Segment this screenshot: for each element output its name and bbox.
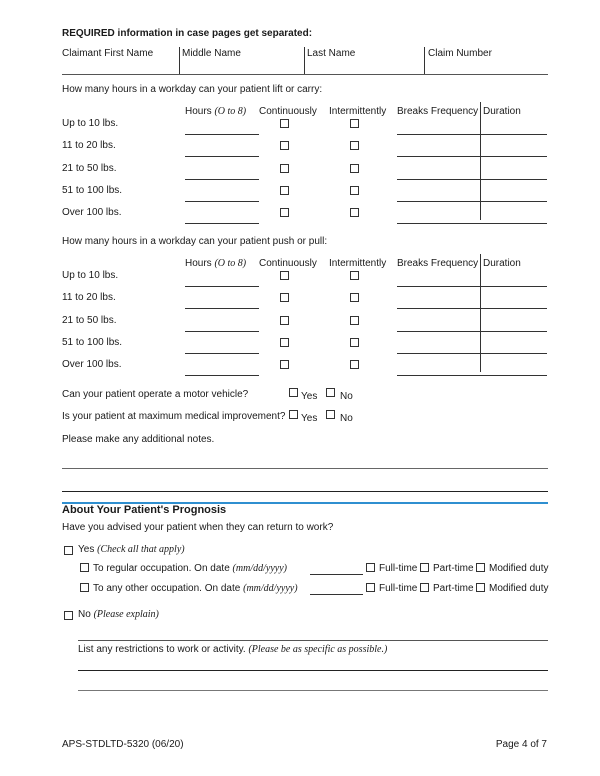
other-full-time-checkbox[interactable] [366, 583, 375, 592]
regular-full-time-checkbox[interactable] [366, 563, 375, 572]
yes-hint: (Check all that apply) [97, 544, 185, 555]
intermittently-checkbox[interactable] [350, 186, 359, 195]
form-id: APS-STDLTD-5320 (06/20) [62, 739, 184, 750]
required-heading: REQUIRED information in case pages get separated: [62, 28, 313, 39]
intermittently-checkbox[interactable] [350, 338, 359, 347]
hours-text: Hours [185, 106, 212, 117]
breaks-frequency-column-header: Breaks Frequency [397, 258, 479, 269]
mmi-no-checkbox[interactable] [326, 410, 335, 419]
other-modified-duty-label: Modified duty [489, 583, 549, 594]
continuously-checkbox[interactable] [280, 293, 289, 302]
other-date-field[interactable] [310, 594, 363, 595]
continuously-checkbox[interactable] [280, 119, 289, 128]
duration-column-header: Duration [483, 106, 521, 117]
continuously-checkbox[interactable] [280, 186, 289, 195]
hours-column-header [185, 258, 246, 269]
breaks-duration-field[interactable] [397, 308, 547, 309]
hours-field[interactable] [185, 134, 259, 135]
other-text: To any other occupation. On date [93, 583, 241, 594]
motor-vehicle-no-label: No [340, 391, 353, 402]
hours-column-header [185, 106, 246, 117]
weight-row-label: Up to 10 lbs. [62, 118, 119, 129]
middle-name-label: Middle Name [182, 48, 241, 59]
other-full-time-label: Full-time [379, 583, 418, 594]
mmi-no-label: No [340, 413, 353, 424]
continuously-checkbox[interactable] [280, 208, 289, 217]
column-divider [480, 102, 481, 220]
hours-text: Hours [185, 258, 212, 269]
continuously-checkbox[interactable] [280, 316, 289, 325]
breaks-duration-field[interactable] [397, 201, 547, 202]
regular-text: To regular occupation. On date [93, 563, 230, 574]
intermittently-checkbox[interactable] [350, 119, 359, 128]
weight-row-label: 51 to 100 lbs. [62, 184, 123, 196]
breaks-duration-field[interactable] [397, 156, 547, 157]
breaks-duration-field[interactable] [397, 286, 547, 287]
other-part-time-checkbox[interactable] [420, 583, 429, 592]
continuously-column-header: Continuously [259, 106, 317, 117]
mmi-yes-label: Yes [301, 413, 318, 424]
restrictions-line-1[interactable] [78, 670, 548, 671]
return-no-label [78, 609, 159, 620]
continuously-checkbox[interactable] [280, 271, 289, 280]
prognosis-heading: About Your Patient's Prognosis [62, 504, 227, 516]
prognosis-question: Have you advised your patient when they can return to work? [62, 522, 334, 533]
page-number: Page 4 of 7 [495, 739, 547, 750]
breaks-duration-field[interactable] [397, 179, 547, 180]
intermittently-checkbox[interactable] [350, 271, 359, 280]
regular-occupation-label [93, 563, 287, 574]
continuously-checkbox[interactable] [280, 360, 289, 369]
weight-row-label: 51 to 100 lbs. [62, 336, 123, 348]
continuously-column-header: Continuously [259, 258, 317, 269]
weight-row-label: 11 to 20 lbs. [62, 140, 116, 152]
intermittently-checkbox[interactable] [350, 360, 359, 369]
other-part-time-label: Part-time [433, 583, 474, 594]
breaks-frequency-column-header: Breaks Frequency [397, 106, 479, 117]
breaks-duration-field[interactable] [397, 331, 547, 332]
date-hint: (mm/dd/yyyy) [232, 563, 287, 574]
intermittently-column-header: Intermittently [329, 106, 387, 117]
weight-row-label: 21 to 50 lbs. [62, 162, 117, 174]
hours-field[interactable] [185, 201, 259, 202]
claimant-info-field[interactable] [62, 74, 548, 75]
divider [179, 47, 180, 74]
other-occupation-checkbox[interactable] [80, 583, 89, 592]
regular-modified-duty-checkbox[interactable] [476, 563, 485, 572]
duration-column-header: Duration [483, 258, 521, 269]
hours-field[interactable] [185, 331, 259, 332]
regular-part-time-checkbox[interactable] [420, 563, 429, 572]
hours-field[interactable] [185, 179, 259, 180]
hours-field[interactable] [185, 353, 259, 354]
intermittently-checkbox[interactable] [350, 293, 359, 302]
motor-vehicle-question: Can your patient operate a motor vehicle? [62, 389, 249, 400]
other-occupation-label [93, 583, 298, 594]
weight-row-label: Over 100 lbs. [62, 207, 122, 219]
yes-text: Yes [78, 544, 95, 555]
restrictions-line-2[interactable] [78, 690, 548, 691]
hours-field[interactable] [185, 156, 259, 157]
hours-field[interactable] [185, 375, 259, 376]
mmi-yes-checkbox[interactable] [289, 410, 298, 419]
notes-line-1[interactable] [62, 468, 548, 469]
last-name-label: Last Name [307, 48, 356, 59]
breaks-duration-field[interactable] [397, 353, 547, 354]
weight-row-label: 21 to 50 lbs. [62, 314, 117, 326]
hours-field[interactable] [185, 286, 259, 287]
regular-part-time-label: Part-time [433, 563, 474, 574]
lift-question: How many hours in a workday can your patient lift or carry: [62, 84, 323, 95]
regular-occupation-checkbox[interactable] [80, 563, 89, 572]
date-hint: (mm/dd/yyyy) [243, 583, 298, 594]
mmi-question: Is your patient at maximum medical improvement? [62, 411, 286, 422]
notes-line-2[interactable] [62, 491, 548, 492]
no-explain-field[interactable] [78, 640, 548, 641]
motor-vehicle-yes-label: Yes [301, 391, 318, 402]
motor-vehicle-no-checkbox[interactable] [326, 388, 335, 397]
regular-date-field[interactable] [310, 574, 363, 575]
intermittently-checkbox[interactable] [350, 141, 359, 150]
divider [424, 47, 425, 74]
restrictions-text: List any restrictions to work or activity. [78, 644, 246, 655]
push-question: How many hours in a workday can your patient push or pull: [62, 236, 328, 247]
notes-prompt: Please make any additional notes. [62, 434, 215, 445]
continuously-checkbox[interactable] [280, 141, 289, 150]
no-text: No [78, 609, 91, 620]
breaks-duration-field[interactable] [397, 223, 547, 224]
continuously-checkbox[interactable] [280, 164, 289, 173]
motor-vehicle-yes-checkbox[interactable] [289, 388, 298, 397]
continuously-checkbox[interactable] [280, 338, 289, 347]
breaks-duration-field[interactable] [397, 375, 547, 376]
return-yes-checkbox[interactable] [64, 546, 73, 555]
other-modified-duty-checkbox[interactable] [476, 583, 485, 592]
weight-row-label: 11 to 20 lbs. [62, 292, 116, 304]
intermittently-checkbox[interactable] [350, 316, 359, 325]
intermittently-checkbox[interactable] [350, 208, 359, 217]
hours-field[interactable] [185, 308, 259, 309]
claim-number-label: Claim Number [428, 48, 492, 59]
divider [304, 47, 305, 74]
no-hint: (Please explain) [93, 609, 159, 620]
weight-row-label: Over 100 lbs. [62, 359, 122, 371]
restrictions-hint: (Please be as specific as possible.) [248, 644, 388, 655]
regular-full-time-label: Full-time [379, 563, 418, 574]
weight-row-label: Up to 10 lbs. [62, 270, 119, 281]
column-divider [480, 254, 481, 372]
intermittently-column-header: Intermittently [329, 258, 387, 269]
return-yes-label [78, 544, 185, 555]
breaks-duration-field[interactable] [397, 134, 547, 135]
hours-hint: (O to 8) [214, 258, 247, 269]
intermittently-checkbox[interactable] [350, 164, 359, 173]
return-no-checkbox[interactable] [64, 611, 73, 620]
hours-hint: (O to 8) [214, 106, 247, 117]
claimant-first-name-label: Claimant First Name [62, 48, 154, 59]
regular-modified-duty-label: Modified duty [489, 563, 549, 574]
restrictions-label [78, 644, 387, 655]
hours-field[interactable] [185, 223, 259, 224]
